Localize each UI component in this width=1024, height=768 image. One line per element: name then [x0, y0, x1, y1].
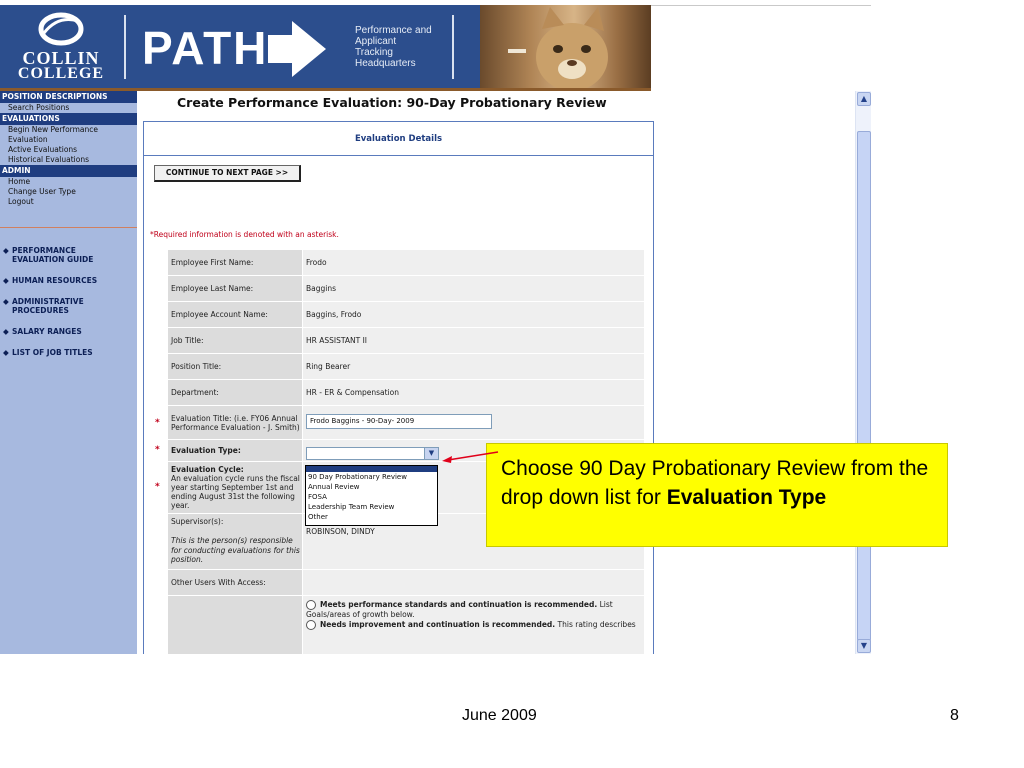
- sidebar-item-begin-new-evaluation-cont[interactable]: Evaluation: [8, 135, 48, 144]
- link-text: LIST OF JOB TITLES: [12, 348, 93, 357]
- path-arrow-icon: [268, 19, 328, 79]
- sidebar-item-logout[interactable]: Logout: [8, 197, 34, 206]
- link-text: EVALUATION GUIDE: [12, 255, 94, 264]
- field-value: HR ASSISTANT II: [303, 328, 644, 353]
- panel-title: Evaluation Details: [144, 122, 653, 156]
- continue-button[interactable]: CONTINUE TO NEXT PAGE >>: [154, 165, 301, 182]
- required-asterisk: *: [155, 482, 160, 492]
- form-row-last-name: [168, 276, 644, 302]
- tagline-line: Applicant: [355, 36, 397, 47]
- field-value: ROBINSON, DINDY: [303, 514, 644, 569]
- college-logo[interactable]: [0, 5, 122, 88]
- bullet-icon: ◆: [3, 297, 9, 306]
- rating-rest: List Goals/areas of growth below.: [306, 600, 613, 619]
- field-label: [168, 514, 302, 569]
- field-label: Other Users With Access:: [168, 570, 302, 595]
- field-label: Department:: [168, 380, 302, 405]
- required-note: *Required information is denoted with an asterisk.: [150, 230, 339, 239]
- evaluation-type-select[interactable]: [306, 447, 439, 460]
- path-wordmark: PATH: [142, 22, 269, 74]
- sidebar-item-begin-new-evaluation[interactable]: Begin New Performance: [8, 125, 99, 134]
- bullet-icon: ◆: [3, 327, 9, 336]
- form-row-account-name: [168, 302, 644, 328]
- slide-page-number: 8: [950, 707, 959, 724]
- rating-bold: Meets performance standards and continuation is recommended.: [320, 600, 598, 609]
- sidebar-link-performance-evaluation-guide[interactable]: [0, 246, 137, 264]
- field-label-text: Evaluation Type:: [171, 446, 241, 455]
- radio-button[interactable]: [306, 620, 316, 630]
- field-value-container: [303, 406, 644, 439]
- nav-separator: [0, 227, 137, 228]
- field-label: Employee Account Name:: [168, 302, 302, 327]
- field-label: Employee Last Name:: [168, 276, 302, 301]
- chevron-down-icon[interactable]: ▼: [424, 448, 438, 459]
- callout-arrow-icon: [440, 448, 500, 468]
- rating-option-needs-improvement[interactable]: [306, 620, 644, 630]
- radio-button[interactable]: [306, 600, 316, 610]
- bullet-icon: ◆: [3, 348, 9, 357]
- nav-heading-position-descriptions: POSITION DESCRIPTIONS: [0, 91, 137, 103]
- field-label: [168, 462, 302, 513]
- callout-bold-text: Evaluation Type: [666, 486, 827, 509]
- tagline-line: Tracking: [355, 47, 393, 58]
- sidebar-nav: [0, 91, 137, 654]
- sidebar-link-list-of-job-titles[interactable]: [0, 348, 137, 357]
- field-label-text: Supervisor(s):: [171, 517, 224, 526]
- callout-text: Choose 90 Day Probationary Review from the drop down list for: [501, 457, 929, 509]
- form-row-job-title: [168, 328, 644, 354]
- scroll-up-icon[interactable]: ▲: [857, 92, 871, 106]
- college-swirl-icon: [38, 11, 84, 47]
- header-banner: [0, 5, 651, 88]
- college-name-line1: COLLIN: [22, 48, 100, 68]
- link-text: PROCEDURES: [12, 306, 69, 315]
- sidebar-link-administrative-procedures[interactable]: [0, 297, 137, 315]
- field-value: Baggins: [303, 276, 644, 301]
- rating-option-meets[interactable]: [306, 600, 644, 620]
- form-row-rating: [168, 596, 644, 654]
- field-description: An evaluation cycle runs the fiscal year starting September 1st and ending August 31st the following year.: [171, 474, 300, 510]
- link-text: HUMAN RESOURCES: [12, 276, 98, 285]
- evaluation-type-dropdown-list: [305, 465, 438, 526]
- field-value: Ring Bearer: [303, 354, 644, 379]
- field-label: [168, 596, 302, 654]
- college-name-line2: COLLEGE: [17, 65, 105, 82]
- rating-options: [303, 596, 644, 654]
- field-value: Baggins, Frodo: [303, 302, 644, 327]
- field-label: Employee First Name:: [168, 250, 302, 275]
- required-asterisk: *: [155, 445, 160, 455]
- window-top-edge: [651, 0, 871, 6]
- field-label-text: Evaluation Cycle:: [171, 465, 244, 474]
- nav-heading-admin: ADMIN: [0, 165, 137, 177]
- sidebar-item-home[interactable]: Home: [8, 177, 31, 186]
- link-text: PERFORMANCE: [12, 246, 76, 255]
- scroll-down-icon[interactable]: ▼: [857, 639, 871, 653]
- field-label: Position Title:: [168, 354, 302, 379]
- field-label: Evaluation Title: (i.e. FY06 Annual Performance Evaluation - J. Smith): [168, 406, 302, 439]
- dropdown-option-90-day[interactable]: 90 Day Probationary Review: [308, 473, 407, 481]
- evaluation-title-input[interactable]: Frodo Baggins - 90-Day- 2009: [306, 414, 492, 429]
- link-text: ADMINISTRATIVE: [12, 297, 84, 306]
- field-label: [168, 440, 302, 461]
- bullet-icon: ◆: [3, 246, 9, 255]
- field-value: [303, 570, 644, 595]
- dropdown-option-fosa[interactable]: FOSA: [308, 493, 327, 501]
- instruction-callout: [486, 443, 948, 547]
- dropdown-option-leadership[interactable]: Leadership Team Review: [308, 503, 395, 511]
- sidebar-item-change-user-type[interactable]: Change User Type: [8, 187, 76, 196]
- page-title: Create Performance Evaluation: 90-Day Probationary Review: [177, 95, 607, 110]
- header-divider: [452, 15, 454, 79]
- form-row-first-name: [168, 250, 644, 276]
- tagline-line: Headquarters: [355, 58, 416, 69]
- form-row-evaluation-title: [155, 406, 644, 440]
- rating-rest: This rating describes: [557, 620, 636, 629]
- vertical-scrollbar[interactable]: [855, 91, 871, 654]
- app-tagline: [355, 25, 432, 69]
- sidebar-link-salary-ranges[interactable]: [0, 327, 137, 336]
- field-value: Frodo: [303, 250, 644, 275]
- required-asterisk: *: [155, 418, 160, 428]
- scroll-thumb[interactable]: [857, 131, 871, 641]
- field-label: Job Title:: [168, 328, 302, 353]
- link-text: SALARY RANGES: [12, 327, 82, 336]
- field-description: This is the person(s) responsible for conducting evaluations for this position.: [171, 536, 300, 564]
- sidebar-item-search-positions[interactable]: Search Positions: [8, 103, 70, 112]
- dropdown-option-other[interactable]: Other: [308, 513, 328, 521]
- dropdown-option-annual[interactable]: Annual Review: [308, 483, 360, 491]
- sidebar-item-historical-evaluations[interactable]: Historical Evaluations: [8, 155, 89, 164]
- nav-heading-evaluations: EVALUATIONS: [0, 113, 137, 125]
- evaluation-details-panel: [143, 121, 654, 654]
- form-row-other-users: [168, 570, 644, 596]
- form-row-position-title: [168, 354, 644, 380]
- form-row-department: [168, 380, 644, 406]
- header-divider: [124, 15, 126, 79]
- sidebar-link-human-resources[interactable]: [0, 276, 137, 285]
- slide-date: June 2009: [462, 707, 537, 724]
- cougar-mascot-image: [480, 5, 651, 88]
- cougar-icon: [480, 5, 651, 88]
- tagline-line: Performance and: [355, 25, 432, 36]
- rating-bold: Needs improvement and continuation is recommended.: [320, 620, 556, 629]
- sidebar-item-active-evaluations[interactable]: Active Evaluations: [8, 145, 78, 154]
- field-value: HR - ER & Compensation: [303, 380, 644, 405]
- bullet-icon: ◆: [3, 276, 9, 285]
